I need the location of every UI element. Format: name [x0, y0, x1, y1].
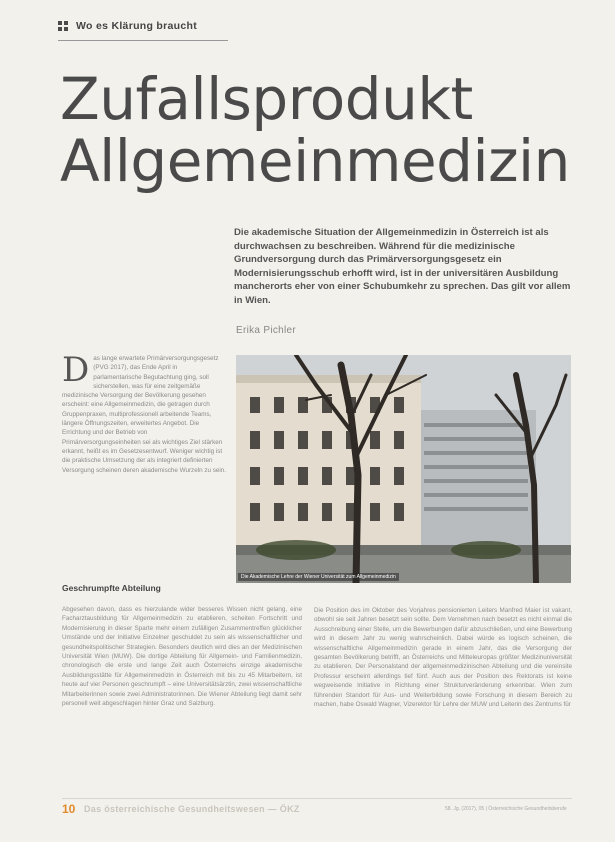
author-byline: Erika Pichler: [236, 325, 297, 336]
article-photo: [236, 355, 571, 583]
section-tag: [58, 20, 197, 32]
article-title: [60, 65, 600, 195]
title-line-1: Zufallsprodukt: [60, 65, 473, 133]
article-lede: Die akademische Situation der Allgemeinmedizin in Österreich ist als durchwachsen zu beschreiben. Während für die medizinische Grundversorgung durch das Primärversorgungsgesetz ein Modernisierungsschub erhofft wird, ist in der universitären Ausbildung mancherorts eher von einer Schubumkehr zu sprechen. Das gilt vor allem in Wien.: [234, 227, 571, 306]
footer-divider: [62, 798, 572, 799]
body-column-left: Abgesehen davon, dass es hierzulande wider besseres Wissen nicht gelang, eine Facharztausbildung für Allgemeinmedizin zu etablieren, scheiten Fortschritt und Modernisierung in dieser Sparte mehr einem zufälligen Zusammentreffen glücklicher Umstände und der Initiative Einzelner geschuldet zu sein als wissenschaftlicher und gesundheitspolitischer Strategien. Besonders deutlich wird dies an der Medizinischen Universität Wien (MUW). Die dortige Abteilung für Allgemein- und Familienmedizin, chronologisch die erste und lange Zeit auch Österreichs einzige akademische Ausbildungsstätte für Allgemeinmedizin in Österreich mit bis zu 45 Mitarbeitern, ist heute auf vier Personen geschrumpft – eine Universitätsärztin, zwei wissenschaftliche Mitarbeiterinnen sowie zwei Administratorinnen. Die Wiener Abteilung liegt damit sehr personell weit abgeschlagen hinter Graz und Salzburg.: [62, 606, 302, 708]
magazine-name: Das österreichische Gesundheitswesen — ÖKZ: [84, 804, 300, 814]
issue-info: 58. Jg. (2017), 05 | Österreichische Gesundheitsberufe: [445, 806, 567, 812]
four-squares-icon: [58, 21, 68, 31]
building-photo-illustration: [236, 355, 571, 583]
section-divider: [58, 40, 228, 41]
photo-caption: Die Akademische Lehre der Wiener Universität zum Allgemeinmedizin: [238, 573, 399, 581]
section-subhead: Geschrumpfte Abteilung: [62, 583, 161, 593]
body-column-right: Die Position des im Oktober des Vorjahres pensionierten Leiters Manfred Maier ist vakant, obwohl sie seit Jahren besetzt sein sollte. Dem Vernehmen nach besetzt es nicht einmal die Ausschreibung einer Stelle, um die Bewerbungen dafür abzuschließen, und eine Bewerbung wird in diesem Jahr zu wenig wahrscheinlich. Dabei würde es logisch scheinen, die wissenschaftliche Allgemeinmedizin gerade in einem Jahr, das die Versorgung der gesamten Bevölkerung betrifft, an Österreichs und Mitteleuropas größter Medizinuniversität zu etablieren. Der Personalstand der allgemeinmedizinischen Abteilung und die vereinsite Professur erscheint allerdings tief fünf. Auch aus der Position des Rektorats ist keine wegweisende Initiative in Richtung einer Strukturveränderung erkennbar. Wien zum führenden Standort für Aus- und Weiterbildung sowie Forschung in diesem Bereich zu machen, habe Oswald Wagner, Vizerektor für Lehre der MUW und Leiterin des Zentrums für: [314, 607, 572, 709]
intro-text: as lange erwartete Primärversorgungsgesetz (PVG 2017), das Ende April in parlamentarische Begutachtung ging, soll sicherstellen, was für eine zeitgemäße medizinische Versorgung der Bevölkerung gesehen erscheint: eine Allgemeinmedizin, die getragen durch Gruppenpraxen, multiprofessionell arbeitende Teams, längere Öffnungszeiten, erweitertes Angebot. Die Errichtung und der Betrieb von Primärversorgungseinheiten sei als wichtiges Ziel stärken erkannt, heißt es im Gesetzesentwurf. Weniger wichtig ist die praktische Umsetzung der als integriert definierten Versorgung scheinen deren akademische Wurzeln zu sein.: [62, 355, 227, 474]
title-line-2: Allgemeinmedizin: [60, 127, 570, 195]
page-number: 10: [62, 802, 76, 816]
intro-paragraph: [62, 350, 227, 475]
section-label: Wo es Klärung braucht: [76, 20, 198, 32]
drop-cap: D: [62, 350, 90, 390]
